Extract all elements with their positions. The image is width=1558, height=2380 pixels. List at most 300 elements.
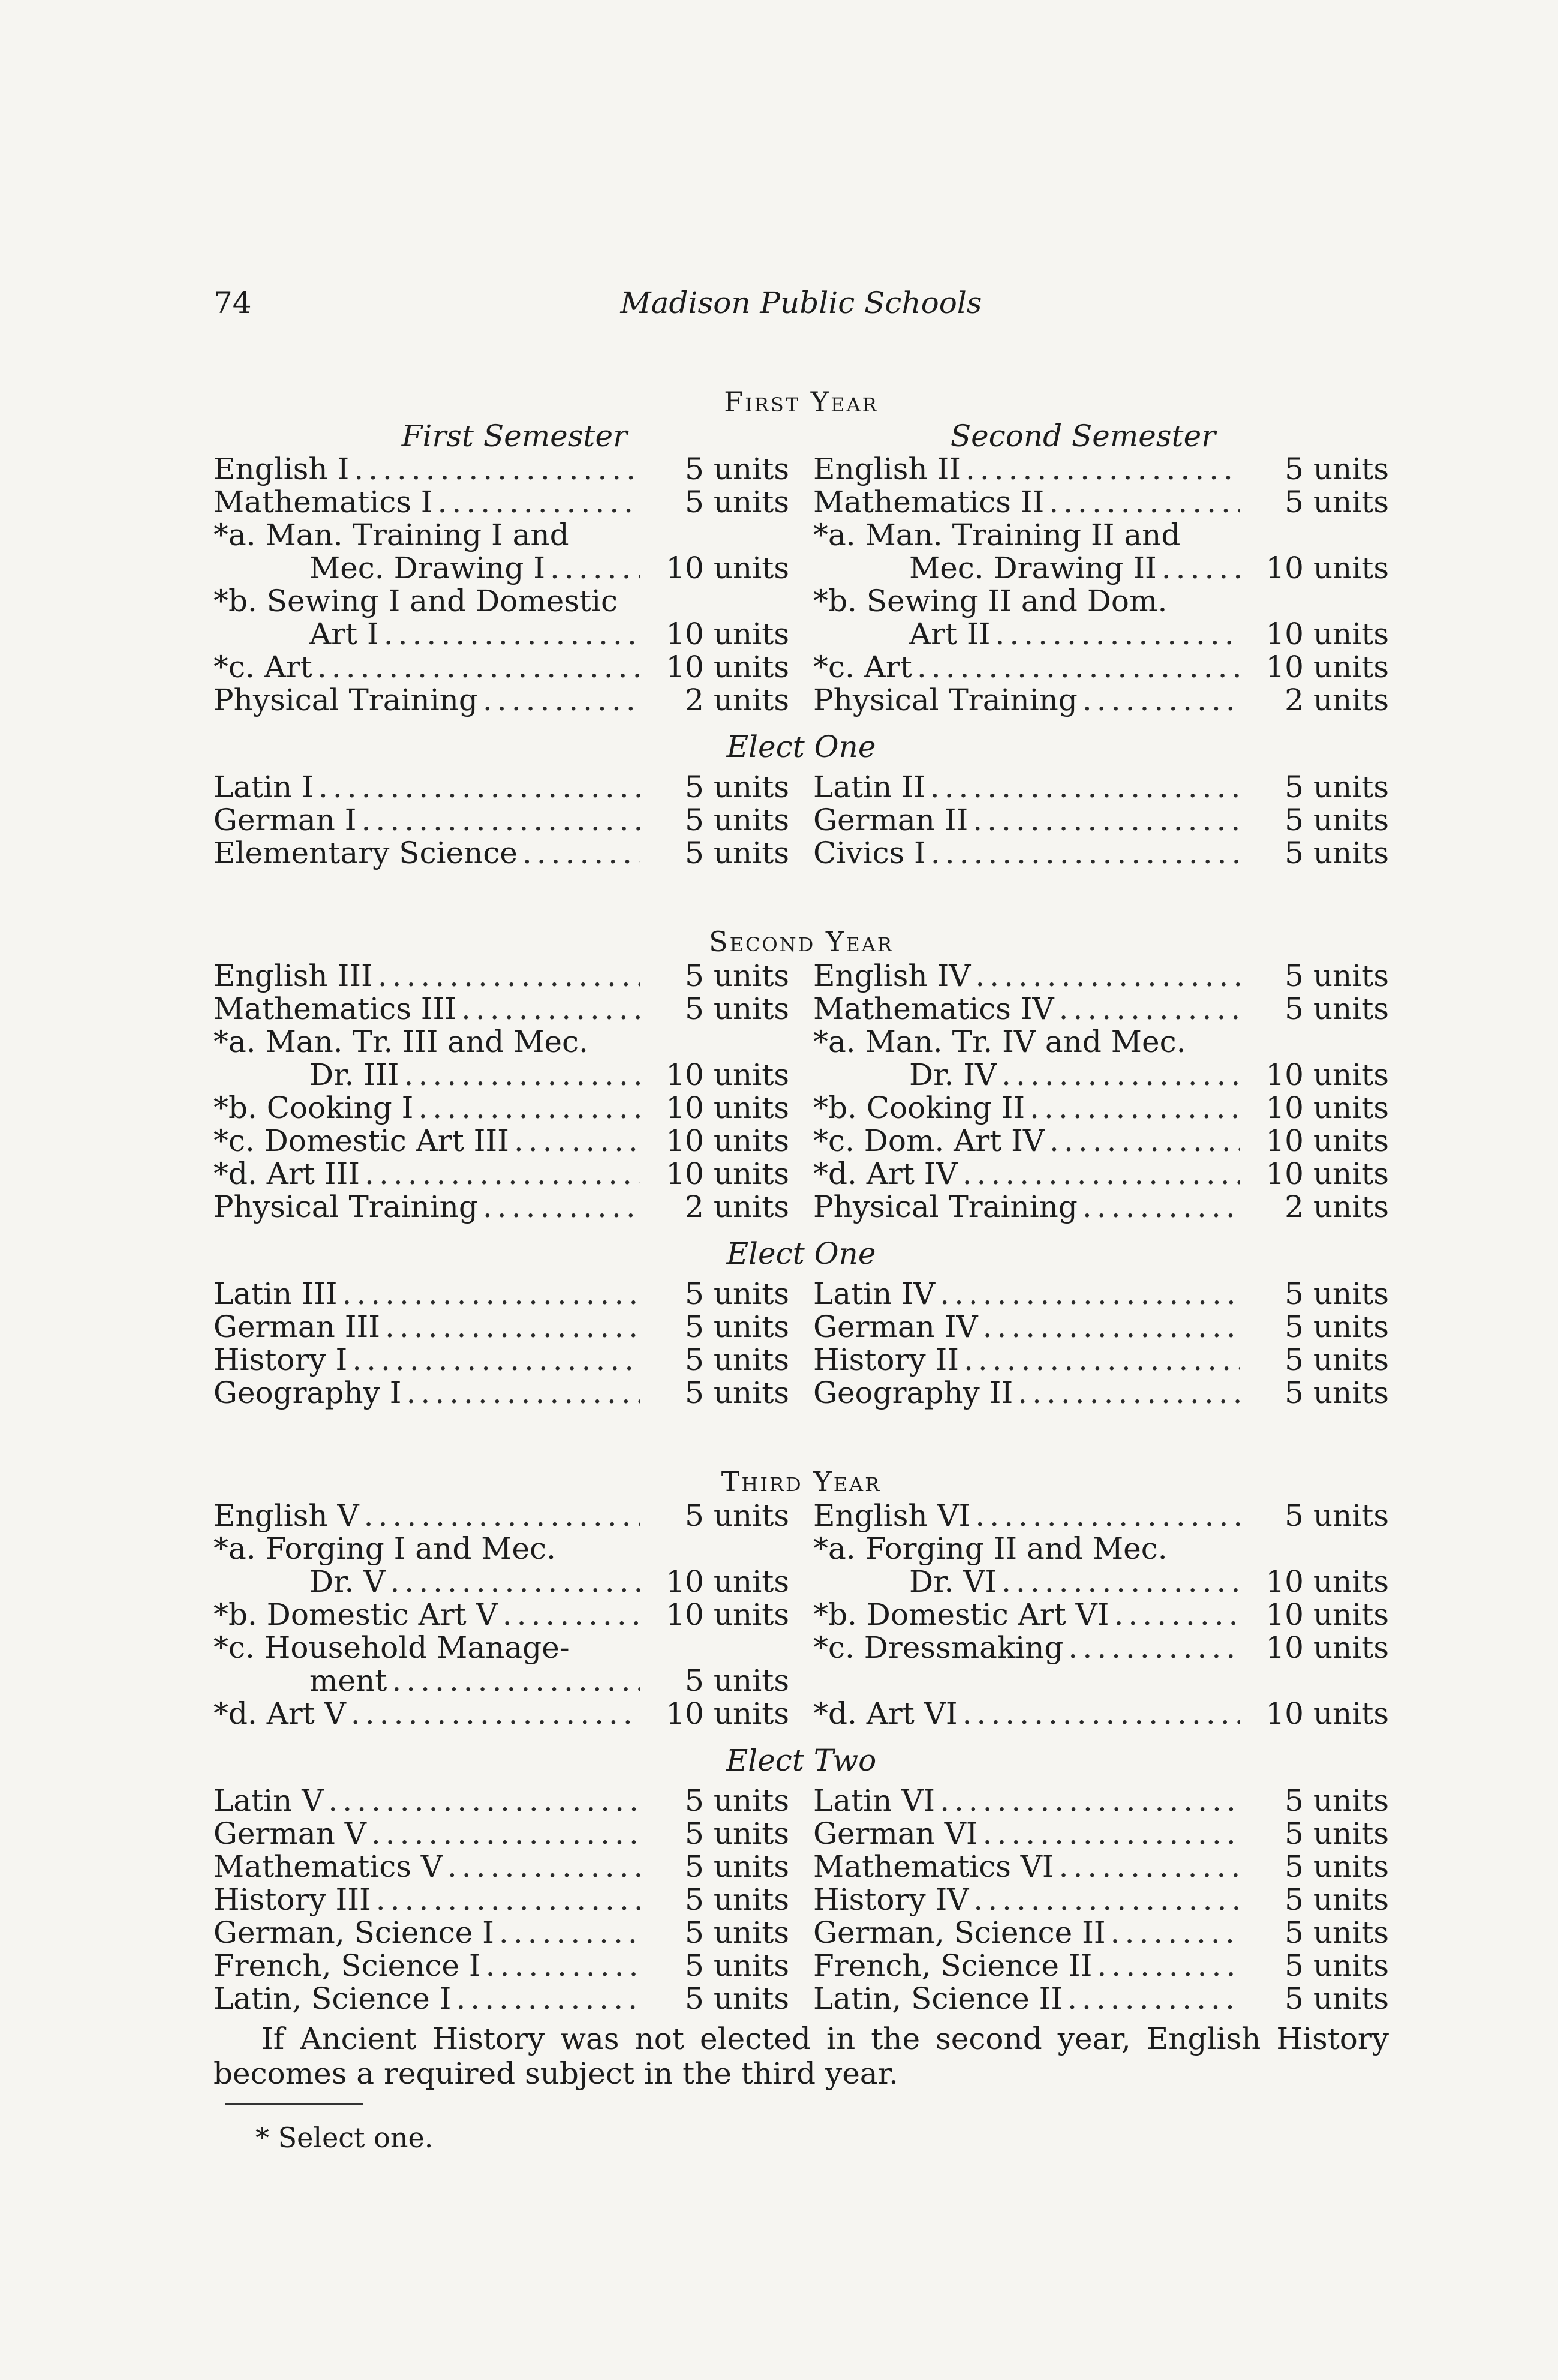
- leader-dots: [973, 804, 1240, 837]
- course-units: 10 units: [1265, 1156, 1389, 1191]
- course-item: [213, 1883, 789, 1916]
- course-name: English II: [813, 452, 961, 486]
- course-name: Latin, Science II: [813, 1981, 1063, 2016]
- course-item: [213, 1631, 789, 1697]
- course-name-continued: Dr. IV: [909, 1057, 997, 1092]
- course-name: *c. Dom. Art IV: [813, 1123, 1045, 1158]
- course-name: Latin VI: [813, 1783, 936, 1818]
- course-units: 10 units: [666, 1090, 789, 1125]
- course-item: [213, 1532, 789, 1598]
- course-item: [213, 519, 789, 585]
- course-item: [813, 1158, 1389, 1191]
- spacer: [213, 870, 1389, 924]
- leader-dots: [963, 1158, 1240, 1191]
- left-column: [213, 453, 801, 717]
- course-item: [213, 960, 789, 993]
- course-name: *c. Art: [813, 650, 912, 684]
- course-units: 10 units: [1265, 1123, 1389, 1158]
- leader-dots: [392, 1664, 640, 1697]
- course-name: German III: [213, 1309, 381, 1344]
- course-units: 5 units: [1285, 1276, 1389, 1311]
- leader-dots: [975, 1499, 1240, 1532]
- leader-dots: [964, 1344, 1240, 1377]
- course-units: 2 units: [685, 683, 789, 717]
- page-header: [213, 282, 1389, 324]
- leader-dots: [499, 1916, 640, 1949]
- leader-dots: [317, 651, 640, 684]
- leader-dots: [550, 552, 640, 585]
- course-item: [213, 1598, 789, 1631]
- leader-dots: [1059, 1850, 1240, 1883]
- leader-dots: [483, 1191, 640, 1224]
- course-name: Mathematics I: [213, 485, 433, 519]
- course-units: 5 units: [1285, 1498, 1389, 1533]
- course-item: [213, 651, 789, 684]
- left-column: [213, 1278, 801, 1410]
- leader-dots: [1082, 1191, 1240, 1224]
- course-name: Physical Training: [813, 1189, 1078, 1224]
- course-units: 5 units: [685, 1915, 789, 1950]
- course-name: History II: [813, 1342, 959, 1377]
- course-item: [213, 1311, 789, 1344]
- course-item: [813, 1916, 1389, 1949]
- course-name: English III: [213, 958, 373, 993]
- leader-dots: [503, 1598, 640, 1631]
- course-name: *b. Domestic Art V: [213, 1597, 498, 1632]
- course-name: Latin I: [213, 770, 314, 804]
- course-units: 10 units: [666, 1156, 789, 1191]
- leader-dots: [318, 771, 640, 804]
- course-name: English VI: [813, 1498, 971, 1533]
- course-name: Mathematics IV: [813, 991, 1054, 1026]
- course-name: *b. Sewing I and Domestic: [213, 584, 618, 618]
- course-name: English I: [213, 452, 350, 486]
- course-units: 10 units: [1265, 1696, 1389, 1731]
- course-item: [813, 771, 1389, 804]
- leader-dots: [404, 1059, 640, 1092]
- leader-dots: [973, 1883, 1240, 1916]
- course-item: [213, 1344, 789, 1377]
- leader-dots: [983, 1817, 1240, 1850]
- course-units: 10 units: [666, 617, 789, 651]
- course-name: Civics I: [813, 836, 926, 870]
- course-name: *b. Cooking I: [213, 1090, 414, 1125]
- course-units: 5 units: [685, 991, 789, 1026]
- course-units: 5 units: [1285, 770, 1389, 804]
- course-name: Physical Training: [213, 683, 478, 717]
- year-title: Third Year: [721, 1465, 882, 1498]
- course-item: [813, 1697, 1389, 1730]
- course-name-continued: ment: [309, 1663, 387, 1698]
- course-name: *d. Art IV: [813, 1156, 958, 1191]
- course-item: [213, 771, 789, 804]
- year-section: [213, 1410, 1389, 2015]
- leader-dots: [486, 1949, 640, 1982]
- right-column: [801, 771, 1389, 870]
- course-units: 5 units: [1285, 1981, 1389, 2016]
- course-item: [813, 486, 1389, 519]
- leader-dots: [1082, 684, 1240, 717]
- course-item: [813, 1311, 1389, 1344]
- course-units: 10 units: [666, 1696, 789, 1731]
- required-courses: [213, 960, 1389, 1224]
- leader-dots: [1097, 1949, 1240, 1982]
- course-schedule: [213, 384, 1389, 2154]
- course-units: 5 units: [685, 1849, 789, 1884]
- course-units: 5 units: [1285, 958, 1389, 993]
- course-units: 5 units: [685, 485, 789, 519]
- course-item: [213, 1191, 789, 1224]
- course-item: [213, 1850, 789, 1883]
- course-line: [213, 618, 789, 651]
- course-name: *b. Domestic Art VI: [813, 1597, 1109, 1632]
- leader-dots: [1067, 1982, 1240, 2015]
- course-units: 5 units: [1285, 485, 1389, 519]
- course-name: *d. Art III: [213, 1156, 360, 1191]
- course-units: 5 units: [685, 1816, 789, 1851]
- course-item: [813, 1850, 1389, 1883]
- course-line: [213, 1664, 789, 1697]
- course-units: 5 units: [685, 1309, 789, 1344]
- course-name-continued: Mec. Drawing II: [909, 551, 1157, 585]
- note-paragraph: If Ancient History was not elected in the second year, English History becomes a required subject in the third year.: [213, 2021, 1389, 2091]
- course-item: [813, 1598, 1389, 1631]
- course-name: History IV: [813, 1882, 969, 1917]
- course-name: *c. Domestic Art III: [213, 1123, 509, 1158]
- required-courses: [213, 1499, 1389, 1730]
- course-name: *a. Forging II and Mec.: [813, 1531, 1168, 1566]
- leader-dots: [447, 1850, 640, 1883]
- course-item: [213, 1982, 789, 2015]
- course-units: 10 units: [1265, 551, 1389, 585]
- elective-courses: [213, 1784, 1389, 2015]
- leader-dots: [963, 1697, 1240, 1730]
- leader-dots: [483, 684, 640, 717]
- elective-courses: [213, 1278, 1389, 1410]
- course-units: 5 units: [1285, 803, 1389, 837]
- course-units: 5 units: [685, 1498, 789, 1533]
- course-name: Geography II: [813, 1375, 1013, 1410]
- course-item: [813, 1026, 1389, 1092]
- course-item: [213, 1499, 789, 1532]
- footnote-rule: [225, 2103, 363, 2105]
- spacer: [213, 1410, 1389, 1464]
- course-name: Latin V: [213, 1783, 324, 1818]
- leader-dots: [1114, 1598, 1240, 1631]
- course-item: [213, 837, 789, 870]
- course-name-continued: Art I: [309, 617, 379, 651]
- course-name: *a. Man. Tr. IV and Mec.: [813, 1024, 1186, 1059]
- course-name: German I: [213, 803, 357, 837]
- left-column: [213, 960, 801, 1224]
- leader-dots: [522, 837, 640, 870]
- leader-dots: [354, 453, 640, 486]
- course-units: 5 units: [685, 452, 789, 486]
- course-item: [813, 993, 1389, 1026]
- course-units: 5 units: [685, 770, 789, 804]
- course-line: [813, 1565, 1389, 1598]
- course-name: Elementary Science: [213, 836, 518, 870]
- semester-heading: First Semester: [401, 419, 627, 453]
- leader-dots: [461, 993, 640, 1026]
- course-units: 5 units: [1285, 1849, 1389, 1884]
- course-name: Latin IV: [813, 1276, 936, 1311]
- leader-dots: [390, 1565, 640, 1598]
- course-units: 5 units: [685, 1375, 789, 1410]
- footnote: * Select one.: [255, 2121, 434, 2154]
- course-units: 5 units: [685, 836, 789, 870]
- leader-dots: [362, 804, 640, 837]
- required-courses: [213, 453, 1389, 717]
- course-units: 10 units: [1265, 1057, 1389, 1092]
- course-units: 10 units: [666, 650, 789, 684]
- leader-dots: [365, 1158, 640, 1191]
- right-column: [801, 960, 1389, 1224]
- running-head: Madison Public Schools: [620, 286, 982, 320]
- year-section: [213, 870, 1389, 1410]
- course-units: 2 units: [1285, 683, 1389, 717]
- leader-dots: [371, 1817, 640, 1850]
- course-line: [813, 552, 1389, 585]
- elective-heading: Elect One: [726, 729, 876, 764]
- course-item: [813, 1278, 1389, 1311]
- course-units: 5 units: [1285, 991, 1389, 1026]
- course-units: 5 units: [685, 1342, 789, 1377]
- course-item: [813, 960, 1389, 993]
- course-name: *d. Art VI: [813, 1696, 958, 1731]
- course-name: German IV: [813, 1309, 978, 1344]
- course-units: 5 units: [1285, 1915, 1389, 1950]
- course-name: Physical Training: [813, 683, 1078, 717]
- leader-dots: [983, 1311, 1240, 1344]
- course-name-continued: Dr. V: [309, 1564, 386, 1599]
- leader-dots: [418, 1092, 640, 1125]
- course-name: Mathematics III: [213, 991, 457, 1026]
- course-item: [213, 1125, 789, 1158]
- right-column: [801, 453, 1389, 717]
- course-line: [213, 1059, 789, 1092]
- right-column: [801, 1784, 1389, 2015]
- course-item: [813, 1191, 1389, 1224]
- leader-dots: [342, 1278, 640, 1311]
- course-item: [813, 1499, 1389, 1532]
- course-name: German, Science II: [813, 1915, 1106, 1950]
- leader-dots: [1068, 1631, 1240, 1664]
- course-name: *b. Sewing II and Dom.: [813, 584, 1168, 618]
- course-units: 10 units: [1265, 650, 1389, 684]
- course-name: English V: [213, 1498, 359, 1533]
- course-name: Latin II: [813, 770, 925, 804]
- course-name: *c. Household Manage-: [213, 1630, 570, 1665]
- course-name: German VI: [813, 1816, 978, 1851]
- course-item: [213, 1697, 789, 1730]
- leader-dots: [1162, 552, 1240, 585]
- course-name-continued: Mec. Drawing I: [309, 551, 546, 585]
- course-units: 10 units: [1265, 1630, 1389, 1665]
- course-units: 5 units: [1285, 1783, 1389, 1818]
- elective-heading: Elect One: [726, 1236, 876, 1271]
- course-units: 5 units: [685, 1882, 789, 1917]
- course-item: [813, 1344, 1389, 1377]
- course-name: *d. Art V: [213, 1696, 346, 1731]
- course-name: German II: [813, 803, 969, 837]
- year-section: [213, 384, 1389, 870]
- course-units: 5 units: [1285, 1342, 1389, 1377]
- course-item: [213, 486, 789, 519]
- course-units: 5 units: [1285, 836, 1389, 870]
- leader-dots: [917, 651, 1240, 684]
- course-item: [813, 1377, 1389, 1410]
- course-line: [213, 1565, 789, 1598]
- course-name: *a. Man. Training I and: [213, 518, 569, 552]
- elective-heading: Elect Two: [726, 1743, 877, 1778]
- course-name-continued: Art II: [909, 617, 991, 651]
- course-item: [813, 519, 1389, 585]
- course-name: *a. Man. Training II and: [813, 518, 1181, 552]
- course-item: [813, 1664, 1389, 1697]
- semester-heading: Second Semester: [950, 419, 1216, 453]
- course-name: Mathematics V: [213, 1849, 443, 1884]
- course-name-continued: Dr. VI: [909, 1564, 997, 1599]
- course-units: 2 units: [685, 1189, 789, 1224]
- course-item: [213, 804, 789, 837]
- course-units: 10 units: [1265, 1564, 1389, 1599]
- course-units: 5 units: [1285, 1882, 1389, 1917]
- page-number: 74: [213, 286, 252, 320]
- course-units: 5 units: [685, 1948, 789, 1983]
- course-name: French, Science I: [213, 1948, 481, 1983]
- course-name: *a. Man. Tr. III and Mec.: [213, 1024, 588, 1059]
- course-name: Mathematics VI: [813, 1849, 1054, 1884]
- leader-dots: [1030, 1092, 1240, 1125]
- course-item: [813, 1982, 1389, 2015]
- course-item: [813, 453, 1389, 486]
- leader-dots: [364, 1499, 640, 1532]
- course-units: 5 units: [685, 1276, 789, 1311]
- course-item: [813, 1817, 1389, 1850]
- semester-headings: [213, 420, 1389, 453]
- leader-dots: [931, 837, 1240, 870]
- leader-dots: [328, 1784, 640, 1817]
- leader-dots: [1049, 486, 1240, 519]
- course-item: [213, 1158, 789, 1191]
- course-name: Mathematics II: [813, 485, 1045, 519]
- leader-dots: [1001, 1059, 1240, 1092]
- leader-dots: [940, 1784, 1240, 1817]
- left-column: [213, 1499, 801, 1730]
- course-units: 5 units: [685, 1783, 789, 1818]
- course-item: [813, 837, 1389, 870]
- course-units: 5 units: [1285, 1309, 1389, 1344]
- year-title: First Year: [724, 386, 879, 418]
- course-units: 5 units: [1285, 1816, 1389, 1851]
- course-units: 10 units: [1265, 617, 1389, 651]
- course-name: *c. Art: [213, 650, 312, 684]
- course-units: 10 units: [666, 1564, 789, 1599]
- course-units: 5 units: [685, 1981, 789, 2016]
- leader-dots: [1018, 1377, 1240, 1410]
- course-units: 2 units: [1285, 1189, 1389, 1224]
- course-line: [813, 1059, 1389, 1092]
- course-item: [213, 1784, 789, 1817]
- course-item: [813, 1092, 1389, 1125]
- course-item: [813, 651, 1389, 684]
- course-item: [813, 684, 1389, 717]
- leader-dots: [456, 1982, 640, 2015]
- leader-dots: [1059, 993, 1240, 1026]
- left-column: [213, 771, 801, 870]
- course-item: [213, 684, 789, 717]
- leader-dots: [966, 453, 1240, 486]
- course-item: [213, 1092, 789, 1125]
- course-item: [213, 993, 789, 1026]
- course-item: [213, 1026, 789, 1092]
- elective-courses: [213, 771, 1389, 870]
- year-title: Second Year: [709, 925, 894, 958]
- course-item: [213, 1278, 789, 1311]
- course-name-continued: Dr. III: [309, 1057, 399, 1092]
- course-item: [213, 1916, 789, 1949]
- course-units: 5 units: [1285, 452, 1389, 486]
- leader-dots: [1001, 1565, 1240, 1598]
- course-item: [213, 1817, 789, 1850]
- course-units: 5 units: [685, 958, 789, 993]
- leader-dots: [352, 1344, 640, 1377]
- leader-dots: [995, 618, 1241, 651]
- course-item: [213, 1377, 789, 1410]
- leader-dots: [378, 960, 640, 993]
- course-name: French, Science II: [813, 1948, 1093, 1983]
- course-units: 5 units: [1285, 1948, 1389, 1983]
- course-item: [813, 1949, 1389, 1982]
- leader-dots: [406, 1377, 640, 1410]
- right-column: [801, 1278, 1389, 1410]
- course-name: Physical Training: [213, 1189, 478, 1224]
- course-item: [813, 1125, 1389, 1158]
- leader-dots: [514, 1125, 640, 1158]
- course-item: [813, 1532, 1389, 1598]
- course-item: [813, 1883, 1389, 1916]
- course-item: [813, 1784, 1389, 1817]
- leader-dots: [376, 1883, 640, 1916]
- course-item: [213, 453, 789, 486]
- course-item: [813, 804, 1389, 837]
- course-units: 5 units: [685, 1663, 789, 1698]
- course-units: 10 units: [666, 551, 789, 585]
- course-units: 10 units: [666, 1597, 789, 1632]
- course-name: History III: [213, 1882, 371, 1917]
- course-name: German V: [213, 1816, 366, 1851]
- leader-dots: [385, 1311, 640, 1344]
- right-column: [801, 1499, 1389, 1730]
- course-units: 10 units: [666, 1123, 789, 1158]
- course-name: English IV: [813, 958, 971, 993]
- leader-dots: [1111, 1916, 1240, 1949]
- course-name: Latin III: [213, 1276, 338, 1311]
- course-line: [813, 618, 1389, 651]
- course-units: 5 units: [1285, 1375, 1389, 1410]
- course-name: *c. Dressmaking: [813, 1630, 1064, 1665]
- course-units: 10 units: [1265, 1597, 1389, 1632]
- leader-dots: [438, 486, 640, 519]
- course-name: History I: [213, 1342, 348, 1377]
- leader-dots: [975, 960, 1240, 993]
- course-line: [213, 552, 789, 585]
- course-item: [813, 1631, 1389, 1664]
- leader-dots: [384, 618, 640, 651]
- leader-dots: [930, 771, 1240, 804]
- course-name: Latin, Science I: [213, 1981, 452, 2016]
